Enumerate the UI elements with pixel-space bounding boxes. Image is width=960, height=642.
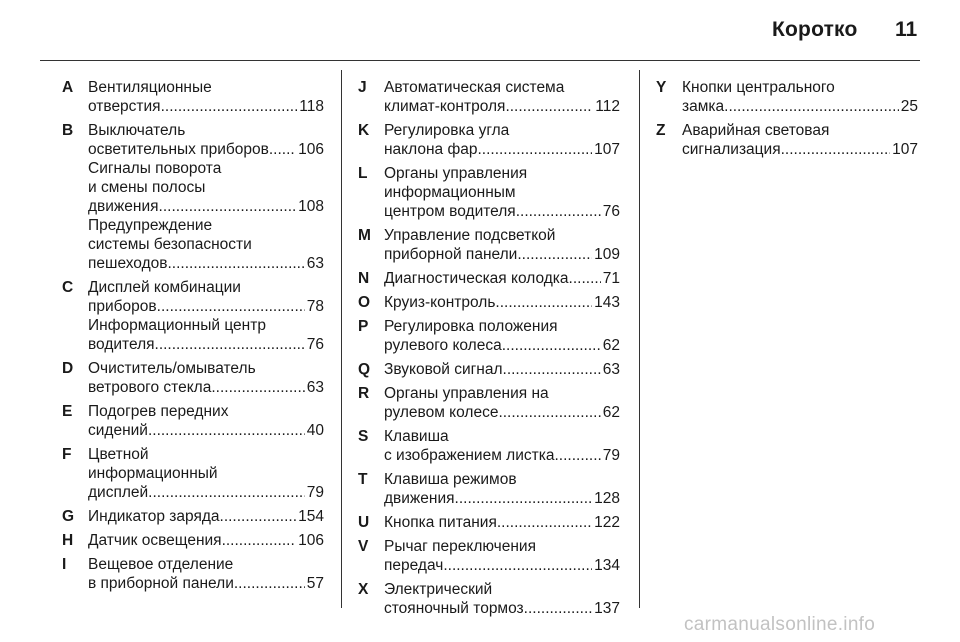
callout-letter: C (62, 279, 74, 296)
index-column-2 (358, 78, 620, 623)
reference-label: Звуковой сигнал (384, 361, 503, 378)
entry-reference[interactable] (384, 599, 620, 618)
reference-label: в приборной панели (88, 575, 234, 592)
page-reference[interactable]: 118 (299, 98, 324, 115)
reference-label: приборов (88, 298, 157, 315)
page-reference[interactable]: 107 (594, 141, 620, 158)
reference-label: дисплей (88, 484, 149, 501)
entry-text: Дисплей комбинации (88, 279, 241, 296)
callout-letter: K (358, 122, 370, 139)
page-header (0, 0, 960, 62)
index-entry (358, 384, 620, 422)
reference-label: замка (682, 98, 725, 115)
entry-body (384, 537, 620, 575)
callout-letter: T (358, 471, 368, 488)
index-entry (358, 470, 620, 508)
leader-dots (781, 140, 891, 159)
page-reference[interactable]: 106 (298, 141, 324, 158)
index-column-3 (656, 78, 918, 164)
page-reference[interactable]: 143 (594, 294, 620, 311)
leader-dots (724, 97, 899, 116)
page-reference[interactable]: 63 (306, 379, 324, 396)
index-entry (358, 513, 620, 532)
leader-dots (161, 97, 298, 116)
leader-dots (503, 360, 601, 379)
entry-text: Электрический (384, 581, 493, 598)
page-reference[interactable]: 112 (595, 98, 620, 115)
entry-reference[interactable] (384, 360, 620, 379)
index-entry (62, 121, 324, 273)
entry-body (88, 359, 324, 397)
entry-text: Очиститель/омыватель (88, 360, 256, 377)
leader-dots (222, 531, 297, 550)
index-entry (656, 78, 918, 116)
entry-reference[interactable] (384, 293, 620, 312)
page-reference[interactable]: 122 (594, 514, 620, 531)
page-reference[interactable]: 109 (594, 246, 620, 263)
entry-body (384, 269, 620, 288)
entry-text: и смены полосы (88, 179, 206, 196)
callout-letter: Y (656, 79, 667, 96)
entry-text: Цветной (88, 446, 149, 463)
leader-dots (443, 556, 592, 575)
callout-letter: U (358, 514, 370, 531)
entry-text: Регулировка положения (384, 318, 558, 335)
index-entry (62, 555, 324, 593)
leader-dots (157, 297, 305, 316)
reference-label: с изображением листка (384, 447, 555, 464)
entry-reference[interactable] (88, 297, 324, 316)
entry-reference[interactable] (384, 245, 620, 264)
entry-reference[interactable] (384, 97, 620, 116)
entry-text: информационный (88, 465, 218, 482)
entry-body (88, 121, 324, 273)
leader-dots (159, 197, 297, 216)
callout-letter: A (62, 79, 74, 96)
leader-dots (234, 574, 305, 593)
entry-text: информационным (384, 184, 516, 201)
entry-text: Кнопки центрального (682, 79, 835, 96)
entry-body (384, 226, 620, 264)
reference-label: передач (384, 557, 444, 574)
index-entry (62, 531, 324, 550)
entry-body (682, 78, 918, 116)
entry-body (384, 360, 620, 379)
entry-body (384, 317, 620, 355)
entry-text: Вентиляционные (88, 79, 212, 96)
entry-reference[interactable] (384, 403, 620, 422)
index-entry (358, 121, 620, 159)
leader-dots (155, 335, 305, 354)
leader-dots (211, 378, 304, 397)
entry-body (384, 164, 620, 221)
index-entry (358, 226, 620, 264)
index-entry (358, 427, 620, 465)
page-reference[interactable]: 76 (306, 336, 324, 353)
callout-letter: B (62, 122, 74, 139)
page-reference[interactable]: 79 (602, 447, 620, 464)
callout-letter: Q (358, 361, 371, 378)
entry-reference[interactable] (88, 421, 324, 440)
entry-reference[interactable] (88, 335, 324, 354)
reference-label: движения (88, 198, 159, 215)
index-entry (62, 278, 324, 354)
leader-dots (524, 599, 592, 618)
entry-body (384, 470, 620, 508)
index-entry (358, 580, 620, 618)
entry-reference[interactable] (88, 378, 324, 397)
reference-label: Индикатор заряда (88, 508, 220, 525)
entry-reference[interactable] (88, 483, 324, 502)
callout-letter: M (358, 227, 371, 244)
leader-dots (477, 140, 592, 159)
entry-text: Органы управления (384, 165, 528, 182)
entry-reference[interactable] (88, 531, 324, 550)
entry-reference[interactable] (384, 140, 620, 159)
callout-letter: O (358, 294, 371, 311)
page-reference[interactable]: 79 (306, 484, 324, 501)
entry-text: Выключатель (88, 122, 186, 139)
leader-dots (269, 140, 296, 159)
reference-label: пешеходов (88, 255, 168, 272)
page-title: Коротко (772, 18, 858, 41)
callout-letter: E (62, 403, 73, 420)
entry-text: Сигналы поворота (88, 160, 222, 177)
entry-body (682, 121, 918, 159)
callout-letter: V (358, 538, 369, 555)
leader-dots (167, 254, 304, 273)
page-reference[interactable]: 106 (298, 532, 324, 549)
page-reference[interactable]: 107 (892, 141, 918, 158)
watermark: carmanualsonline.info (684, 614, 876, 635)
entry-body (384, 427, 620, 465)
entry-text: Клавиша режимов (384, 471, 517, 488)
reference-label: Круиз-контроль (384, 294, 496, 311)
page-reference[interactable]: 154 (298, 508, 324, 525)
entry-reference[interactable] (88, 254, 324, 273)
reference-label: Кнопка питания (384, 514, 497, 531)
entry-text: Регулировка угла (384, 122, 510, 139)
leader-dots (569, 269, 601, 288)
index-entry (358, 164, 620, 221)
index-entry (358, 360, 620, 379)
entry-body (88, 402, 324, 440)
callout-letter: P (358, 318, 369, 335)
reference-label: наклона фар (384, 141, 478, 158)
entry-reference[interactable] (88, 97, 324, 116)
entry-reference[interactable] (384, 446, 620, 465)
index-entry (358, 317, 620, 355)
callout-letter: X (358, 581, 369, 598)
index-entry (358, 78, 620, 116)
leader-dots (517, 245, 592, 264)
index-entry (62, 402, 324, 440)
callout-letter: G (62, 508, 75, 525)
index-entry (62, 507, 324, 526)
page-reference[interactable]: 78 (306, 298, 324, 315)
callout-letter: J (358, 79, 367, 96)
index-entry (358, 269, 620, 288)
reference-label: сидений (88, 422, 148, 439)
index-entry (62, 445, 324, 502)
reference-label: водителя (88, 336, 155, 353)
entry-reference[interactable] (88, 140, 324, 159)
reference-label: движения (384, 490, 455, 507)
leader-dots (455, 489, 593, 508)
entry-body (384, 293, 620, 312)
page-reference[interactable]: 62 (602, 404, 620, 421)
leader-dots (498, 403, 600, 422)
callout-letter: I (62, 556, 67, 573)
entry-text: системы безопасности (88, 236, 252, 253)
entry-reference[interactable] (384, 513, 620, 532)
entry-text: Органы управления на (384, 385, 549, 402)
column-divider (341, 70, 342, 608)
entry-reference[interactable] (682, 97, 918, 116)
callout-letter: N (358, 270, 370, 287)
index-entry (358, 293, 620, 312)
entry-text: Вещевое отделение (88, 556, 234, 573)
entry-reference[interactable] (384, 489, 620, 508)
leader-dots (148, 421, 305, 440)
callout-letter: R (358, 385, 370, 402)
page-reference[interactable]: 63 (306, 255, 324, 272)
page-number: 11 (895, 18, 918, 41)
reference-label: сигнализация (682, 141, 781, 158)
callout-letter: L (358, 165, 368, 182)
entry-text: Рычаг переключения (384, 538, 536, 555)
page-reference[interactable]: 63 (602, 361, 620, 378)
entry-text: Информационный центр (88, 317, 266, 334)
column-divider (639, 70, 640, 608)
entry-body (88, 78, 324, 116)
entry-body (88, 278, 324, 354)
reference-label: рулевого колеса (384, 337, 502, 354)
page-reference[interactable]: 108 (298, 198, 324, 215)
index-entry (656, 121, 918, 159)
entry-reference[interactable] (88, 574, 324, 593)
entry-text: Подогрев передних (88, 403, 229, 420)
leader-dots (516, 202, 601, 221)
reference-label: стояночный тормоз (384, 600, 524, 617)
entry-reference[interactable] (682, 140, 918, 159)
index-column-1 (62, 78, 324, 598)
index-entry (62, 78, 324, 116)
entry-text: Управление подсветкой (384, 227, 556, 244)
page-reference[interactable]: 71 (602, 270, 620, 287)
reference-label: ветрового стекла (88, 379, 212, 396)
reference-label: приборной панели (384, 246, 518, 263)
entry-reference[interactable] (384, 336, 620, 355)
leader-dots (220, 507, 297, 526)
entry-body (384, 78, 620, 116)
entry-body (384, 121, 620, 159)
leader-dots (148, 483, 305, 502)
entry-body (88, 445, 324, 502)
leader-dots (505, 97, 593, 116)
callout-letter: Z (656, 122, 666, 139)
page-reference[interactable]: 128 (594, 490, 620, 507)
entry-body (384, 580, 620, 618)
reference-label: отверстия (88, 98, 161, 115)
callout-letter: D (62, 360, 74, 377)
page-reference[interactable]: 62 (602, 337, 620, 354)
callout-letter: S (358, 428, 369, 445)
entry-body (384, 513, 620, 532)
index-entry (62, 359, 324, 397)
leader-dots (495, 293, 592, 312)
entry-reference[interactable] (384, 202, 620, 221)
reference-label: климат-контроля (384, 98, 506, 115)
reference-label: центром водителя (384, 203, 516, 220)
page-reference[interactable]: 76 (602, 203, 620, 220)
entry-reference[interactable] (384, 269, 620, 288)
entry-body (88, 531, 324, 550)
entry-text: Автоматическая система (384, 79, 565, 96)
entry-text: Клавиша (384, 428, 449, 445)
reference-label: Диагностическая колодка (384, 270, 569, 287)
entry-text: Предупреждение (88, 217, 213, 234)
page-reference[interactable]: 25 (900, 98, 918, 115)
entry-reference[interactable] (88, 197, 324, 216)
page-reference[interactable]: 40 (306, 422, 324, 439)
header-divider (40, 60, 920, 61)
page-reference[interactable]: 134 (594, 557, 620, 574)
callout-letter: F (62, 446, 72, 463)
reference-label: рулевом колесе (384, 404, 499, 421)
page-reference[interactable]: 57 (306, 575, 324, 592)
entry-reference[interactable] (88, 507, 324, 526)
reference-label: осветительных приборов (88, 141, 269, 158)
page-reference[interactable]: 137 (594, 600, 620, 617)
leader-dots (554, 446, 600, 465)
entry-body (88, 507, 324, 526)
leader-dots (502, 336, 601, 355)
entry-body (88, 555, 324, 593)
reference-label: Датчик освещения (88, 532, 222, 549)
callout-letter: H (62, 532, 74, 549)
leader-dots (497, 513, 592, 532)
index-entry (358, 537, 620, 575)
entry-text: Аварийная световая (682, 122, 830, 139)
entry-body (384, 384, 620, 422)
entry-reference[interactable] (384, 556, 620, 575)
